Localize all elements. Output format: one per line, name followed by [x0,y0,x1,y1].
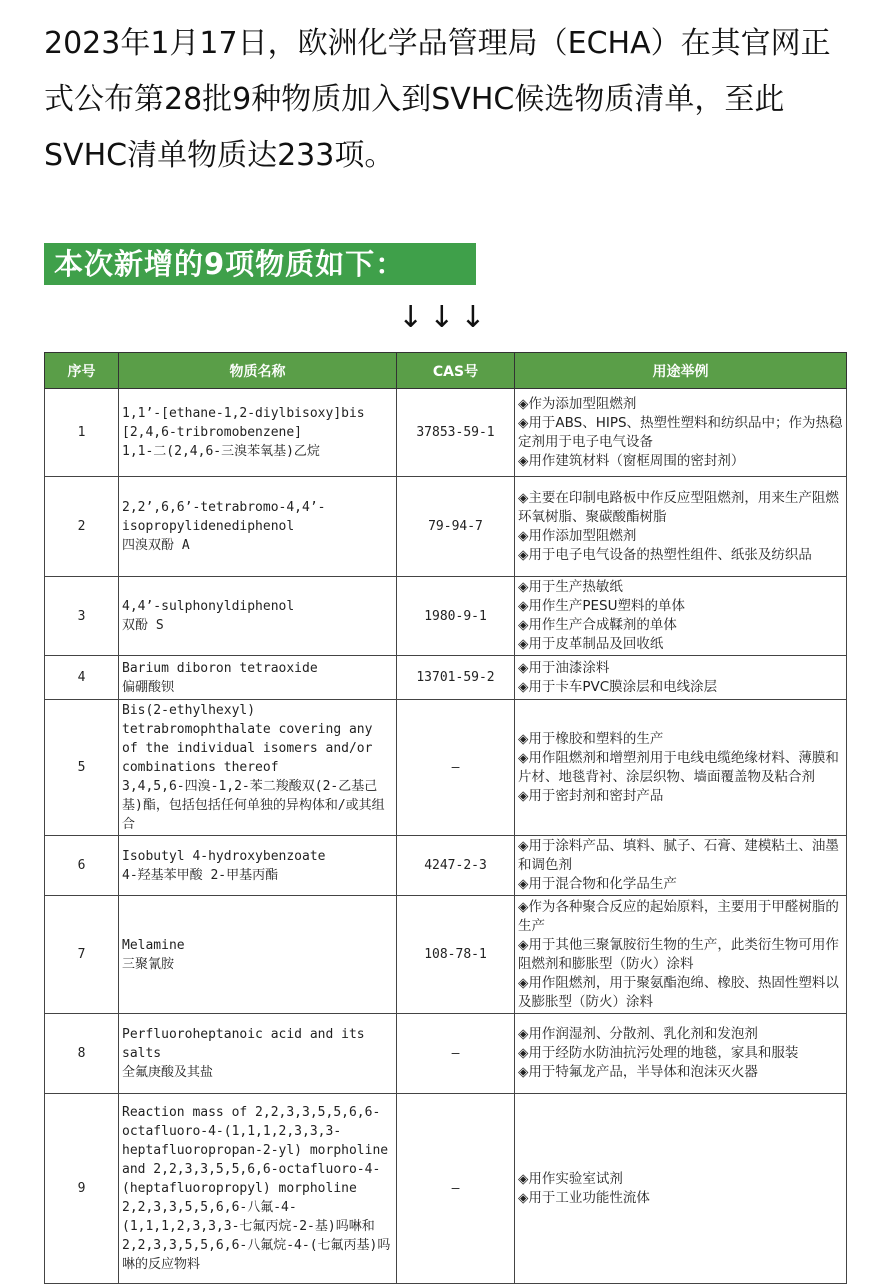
cell-cas: 79-94-7 [397,477,515,577]
use-item: ◈用于经防水防油抗污处理的地毯，家具和服装 [518,1045,799,1061]
intro-line: 式公布第28批9种物质加入到SVHC候选物质清单，至此 [44,82,785,117]
header-no: 序号 [45,353,119,389]
cell-uses [515,656,847,700]
use-item: ◈用作实验室试剂 [518,1170,623,1187]
name-line: Bis(2-ethylhexyl) tetrabromophthalate covering any of the individual isomers and/or combinations thereof [122,703,373,775]
name-line: 四溴双酚 A [122,538,190,553]
use-item: ◈用作添加型阻燃剂 [518,527,637,544]
name-line: Perfluoroheptanoic acid and its salts [122,1027,365,1061]
cell-no: 8 [45,1014,119,1094]
cell-name [119,700,397,836]
use-item: ◈用作建筑材料（窗框周围的密封剂） [518,452,745,469]
use-item: ◈用于皮革制品及回收纸 [518,636,664,652]
cell-no: 9 [45,1094,119,1284]
name-line: Isobutyl 4-hydroxybenzoate [122,848,326,864]
section-banner: 本次新增的9项物质如下： [44,243,476,285]
name-line: 3,4,5,6-四溴-1,2-苯二羧酸双(2-乙基己基)酯，包括包括任何单独的异构体和/或其组合 [122,779,385,832]
table-row [45,896,847,1014]
cell-uses [515,389,847,477]
cell-cas: 13701-59-2 [397,656,515,700]
cell-no: 7 [45,896,119,1014]
name-line: 2,2’,6,6’-tetrabromo-4,4’- [122,500,326,515]
table-row [45,836,847,896]
table-header-row [45,353,847,389]
name-line: 双酚 S [122,618,164,633]
name-line: Melamine [122,937,185,953]
cell-cas: 4247-2-3 [397,836,515,896]
cell-name [119,1094,397,1284]
cell-name [119,656,397,700]
table-row [45,656,847,700]
cell-cas: 108-78-1 [397,896,515,1014]
header-name: 物质名称 [119,353,397,389]
cell-no: 1 [45,389,119,477]
name-line: 2,2,3,3,5,5,6,6-八氟-4-(1,1,1,2,3,3,3-七氟丙烷-2-基)吗啉和2,2,3,3,5,5,6,6-八氟烷-4-(七氟丙基)吗啉的反应物料 [122,1200,391,1272]
use-item: ◈用于工业功能性流体 [518,1189,650,1206]
cell-no: 5 [45,700,119,836]
name-line: 1,1’-[ethane-1,2-diylbisoxy]bis [122,406,365,421]
cell-uses [515,836,847,896]
name-line: 4-羟基苯甲酸 2-甲基丙酯 [122,867,279,883]
name-line: isopropylidenediphenol [122,519,295,534]
use-item: ◈作为添加型阻燃剂 [518,395,637,412]
name-line: 偏硼酸钡 [122,679,175,695]
table-row [45,477,847,577]
name-line: Reaction mass of 2,2,3,3,5,5,6,6-octafluoro-4-(1,1,1,2,3,3,3-heptafluoropropan-2-yl) morpholine and 2,2,3,3,5,5,6,6-octafluoro-4-(heptafluoropropyl) morpholine [122,1105,389,1196]
intro-line: 2023年1月17日，欧洲化学品管理局（ECHA）在其官网正 [44,26,831,61]
cell-uses [515,477,847,577]
header-cas: CAS号 [397,353,515,389]
use-item: ◈用作阻燃剂，用于聚氨酯泡绵、橡胶、热固性塑料以及膨胀型（防火）涂料 [518,974,839,1010]
cell-name [119,577,397,656]
use-item: ◈用于其他三聚氰胺衍生物的生产，此类衍生物可用作阻燃剂和膨胀型（防火）涂料 [518,936,839,972]
table-row [45,389,847,477]
use-item: ◈用于生产热敏纸 [518,579,623,595]
intro-paragraph [44,16,854,184]
svhc-table [44,352,847,1284]
header-uses: 用途举例 [515,353,847,389]
cell-cas: – [397,700,515,836]
intro-line: SVHC清单物质达233项。 [44,138,395,173]
cell-name [119,389,397,477]
table-row [45,1014,847,1094]
cell-name [119,896,397,1014]
name-line: 全氟庚酸及其盐 [122,1065,214,1080]
use-item: ◈用于混合物和化学品生产 [518,876,677,892]
name-line: Barium diboron tetraoxide [122,660,318,676]
use-item: ◈用作润湿剂、分散剂、乳化剂和发泡剂 [518,1026,758,1042]
use-item: ◈用于橡胶和塑料的生产 [518,730,664,747]
cell-name [119,836,397,896]
use-item: ◈用作生产PESU塑料的单体 [518,598,686,614]
table-row [45,577,847,656]
use-item: ◈用于涂料产品、填料、腻子、石膏、建模粘土、油墨和调色剂 [518,838,839,873]
use-item: ◈用于卡车PVC膜涂层和电线涂层 [518,678,718,695]
cell-uses [515,896,847,1014]
use-item: ◈用于ABS、HIPS、热塑性塑料和纺织品中；作为热稳定剂用于电子电气设备 [518,414,843,450]
use-item: ◈用于油漆涂料 [518,659,610,676]
cell-no: 2 [45,477,119,577]
down-arrows-icon: ↓↓↓ [398,300,492,335]
table-row [45,1094,847,1284]
cell-uses [515,1014,847,1094]
cell-cas: 1980-9-1 [397,577,515,656]
cell-uses [515,700,847,836]
table-row [45,700,847,836]
cell-cas: – [397,1094,515,1284]
cell-cas: 37853-59-1 [397,389,515,477]
use-item: ◈用于密封剂和密封产品 [518,787,664,804]
cell-no: 4 [45,656,119,700]
cell-name [119,1014,397,1094]
name-line: 4,4’-sulphonyldiphenol [122,599,295,614]
use-item: ◈用作阻燃剂和增塑剂用于电线电缆绝缘材料、薄膜和片材、地毯背衬、涂层织物、墙面覆盖物及粘合剂 [518,749,839,785]
name-line: 三聚氰胺 [122,956,175,972]
use-item: ◈作为各种聚合反应的起始原料，主要用于甲醛树脂的生产 [518,898,839,934]
cell-no: 3 [45,577,119,656]
cell-no: 6 [45,836,119,896]
cell-uses [515,1094,847,1284]
cell-name [119,477,397,577]
use-item: ◈用于特氟龙产品，半导体和泡沫灭火器 [518,1064,758,1080]
use-item: ◈用于电子电气设备的热塑性组件、纸张及纺织品 [518,546,812,563]
use-item: ◈用作生产合成鞣剂的单体 [518,617,677,633]
cell-uses [515,577,847,656]
use-item: ◈主要在印制电路板中作反应型阻燃剂，用来生产阻燃环氧树脂、聚碳酸酯树脂 [518,489,839,525]
name-line: [2,4,6-tribromobenzene] [122,425,303,440]
cell-cas: – [397,1014,515,1094]
name-line: 1,1-二(2,4,6-三溴苯氧基)乙烷 [122,444,320,459]
